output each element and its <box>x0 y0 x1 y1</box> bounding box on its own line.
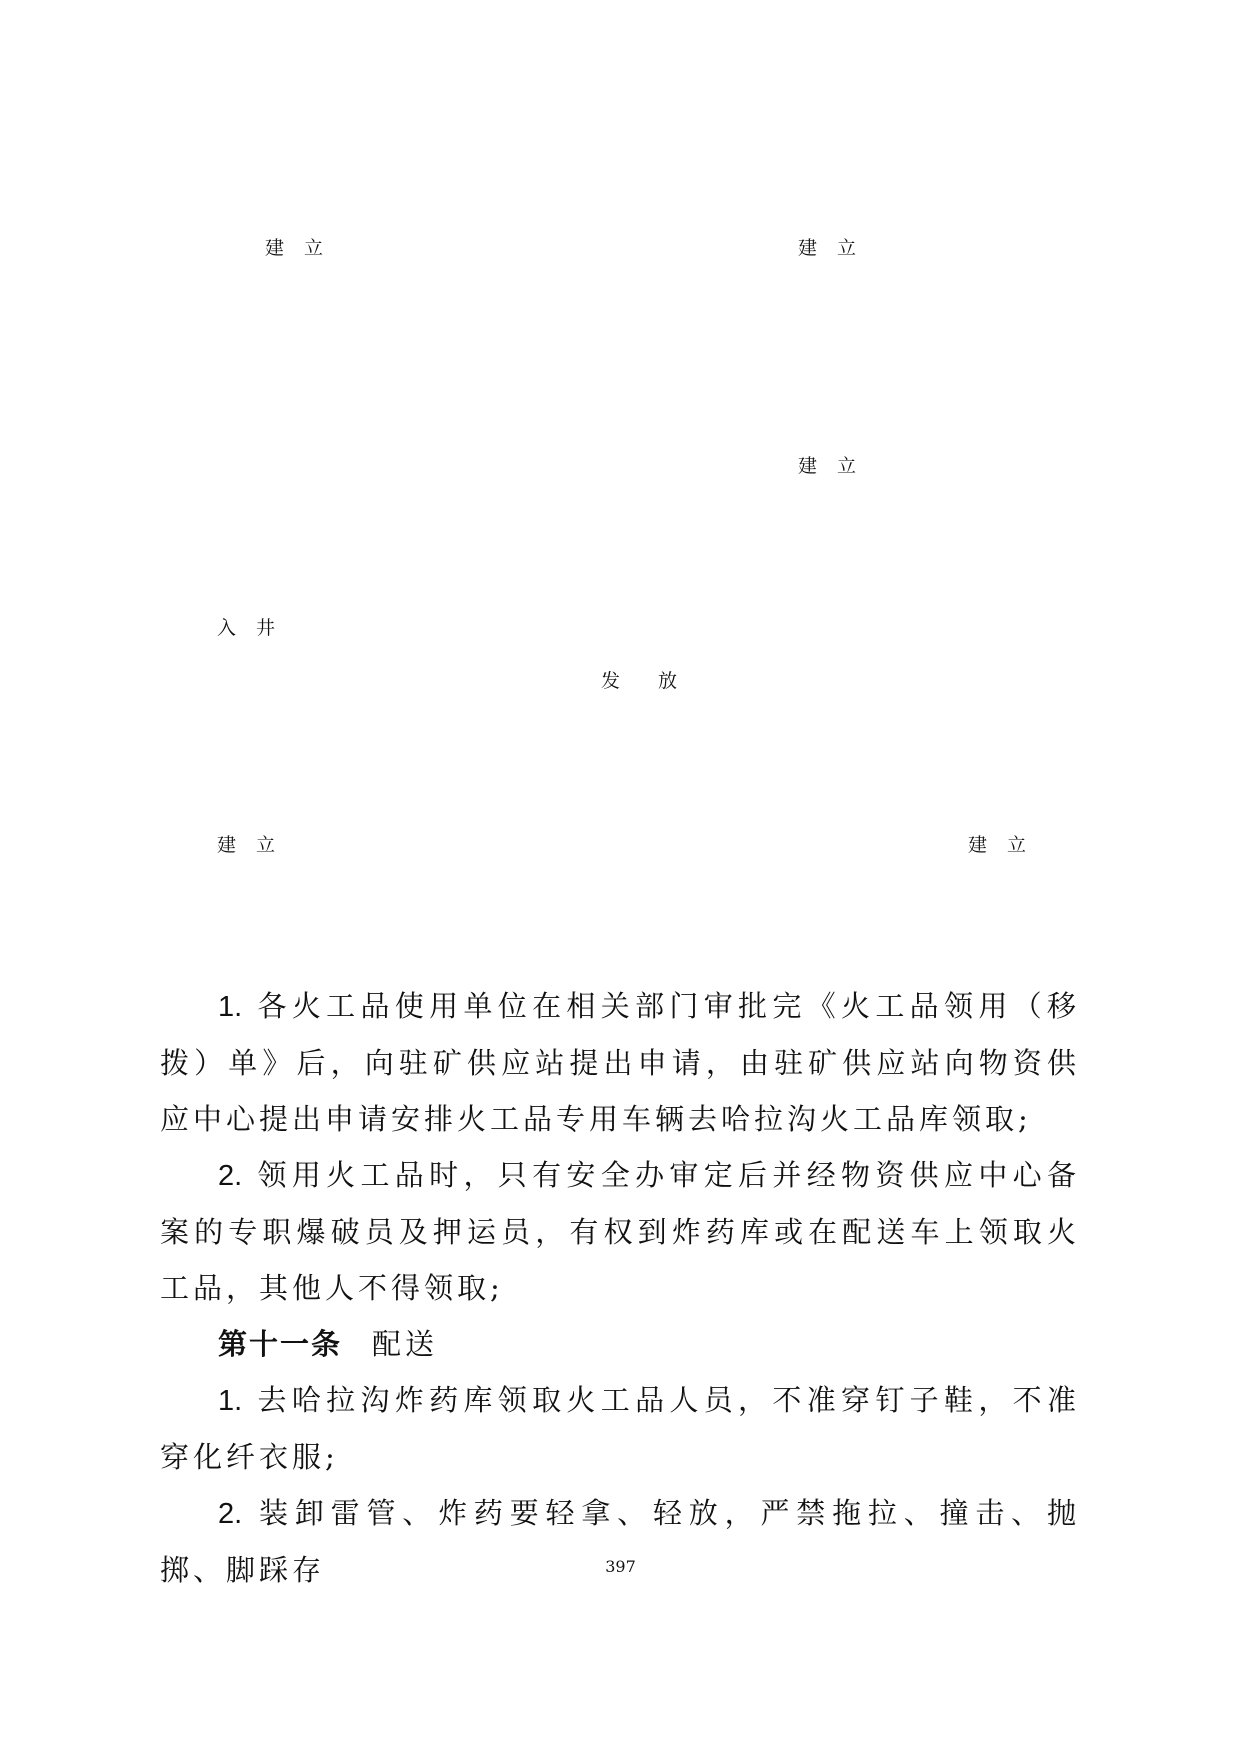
item-text: 装卸雷管、炸药要轻拿、轻放，严禁拖拉、撞击、抛掷、脚踩存 <box>160 1496 1080 1587</box>
diagram-label-build-bottom-right: 建立 <box>968 834 1047 856</box>
diagram-label-build-middle-right: 建立 <box>798 455 877 477</box>
item-number: 2. <box>218 1498 243 1530</box>
diagram-label-issue: 发放 <box>601 670 716 692</box>
article-heading <box>160 1316 1080 1372</box>
item-number: 1. <box>218 991 243 1023</box>
diagram-label-enter-shaft: 入井 <box>217 617 296 639</box>
item-text: 领用火工品时，只有安全办审定后并经物资供应中心备案的专职爆破员及押运员，有权到炸药库或在配送车上领取火工品，其他人不得领取; <box>160 1158 1080 1305</box>
paragraph-article-item-2 <box>160 1485 1080 1598</box>
item-number: 1. <box>218 1385 243 1417</box>
item-text: 各火工品使用单位在相关部门审批完《火工品领用（移拨）单》后，向驻矿供应站提出申请，由驻矿供应站向物资供应中心提出申请安排火工品专用车辆去哈拉沟火工品库领取; <box>160 989 1080 1136</box>
diagram-label-build-bottom-left: 建立 <box>217 834 296 856</box>
article-title: 第十一条 <box>218 1327 343 1361</box>
paragraph-article-item-1 <box>160 1372 1080 1485</box>
body-text <box>160 978 1080 1598</box>
diagram-label-build-top-left: 建立 <box>265 237 344 259</box>
item-text: 去哈拉沟炸药库领取火工品人员，不准穿钉子鞋，不准穿化纤衣服; <box>160 1383 1080 1474</box>
diagram-label-build-top-right: 建立 <box>798 237 877 259</box>
item-number: 2. <box>218 1160 243 1192</box>
page-number: 397 <box>605 1557 636 1576</box>
paragraph-item-1 <box>160 978 1080 1147</box>
article-subtitle: 配送 <box>372 1327 439 1361</box>
paragraph-item-2 <box>160 1147 1080 1316</box>
